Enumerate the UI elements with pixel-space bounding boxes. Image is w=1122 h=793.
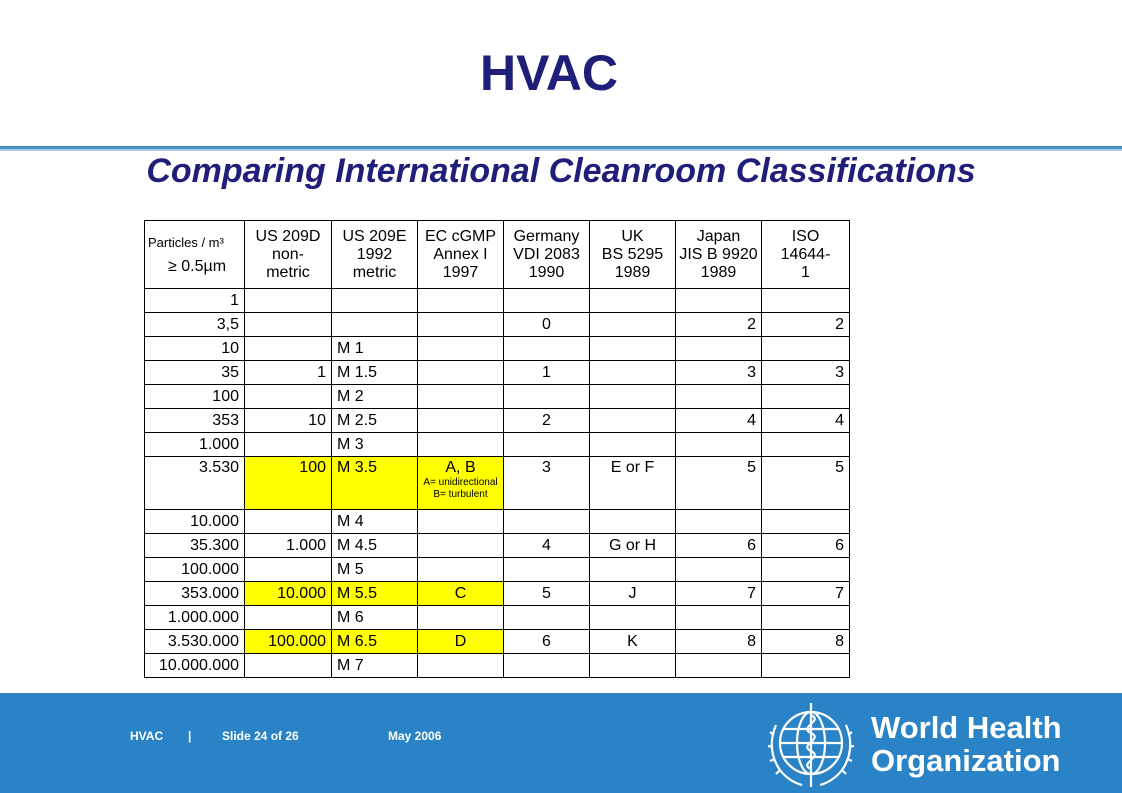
- table-cell: [332, 409, 418, 433]
- cell-value: 4: [747, 411, 756, 429]
- table-cell: [245, 606, 332, 630]
- table-cell: [590, 654, 676, 678]
- cell-value: M 2.5: [337, 411, 378, 429]
- table-cell: [590, 361, 676, 385]
- table-row: [145, 630, 850, 654]
- table-cell: [418, 654, 504, 678]
- table-cell: [504, 313, 590, 337]
- header-line: non-: [271, 245, 305, 263]
- table-row: [145, 606, 850, 630]
- table-cell: [504, 433, 590, 457]
- table-cell: [590, 630, 676, 654]
- table-cell: [145, 457, 245, 510]
- cell-value: 35: [221, 363, 239, 381]
- cell-value: 5: [542, 584, 551, 602]
- who-name-line2: Organization: [871, 743, 1061, 778]
- table-header-row: [145, 221, 850, 289]
- header-line: 1989: [700, 263, 737, 281]
- footer-slide-number: Slide 24 of 26: [222, 729, 299, 743]
- table-row: [145, 558, 850, 582]
- table-row: [145, 510, 850, 534]
- table-cell: [676, 457, 762, 510]
- table-cell: [245, 337, 332, 361]
- table-cell: [590, 457, 676, 510]
- table-cell: [676, 606, 762, 630]
- table-cell: [418, 582, 504, 606]
- table-cell: [676, 361, 762, 385]
- header-line: 1989: [614, 263, 651, 281]
- cell-value: G or H: [608, 536, 657, 554]
- cell-value: 1.000: [285, 536, 326, 554]
- header-line: VDI 2083: [513, 245, 580, 263]
- cell-value: 6: [747, 536, 756, 554]
- who-emblem-icon: [762, 695, 860, 791]
- table-cell: [504, 337, 590, 361]
- cell-value: 0: [542, 315, 551, 333]
- cell-value: 3: [542, 459, 551, 476]
- table-cell: [590, 606, 676, 630]
- table-cell: [676, 582, 762, 606]
- cell-value: J: [628, 584, 637, 602]
- cell-value: 5: [747, 459, 756, 476]
- table-cell: [245, 654, 332, 678]
- grade-note: B= turbulent: [433, 489, 488, 500]
- cell-value: 10: [221, 339, 239, 357]
- header-particles: [145, 221, 245, 289]
- table-cell: [332, 606, 418, 630]
- table-row: [145, 385, 850, 409]
- header-iso: [762, 221, 850, 289]
- table-cell: [332, 457, 418, 510]
- cell-value: 7: [835, 584, 844, 602]
- table-cell: [504, 654, 590, 678]
- cell-value: K: [627, 632, 638, 650]
- header-us209e: [332, 221, 418, 289]
- header-particles-size: ≥ 0.5µm: [168, 257, 227, 275]
- table-cell: [590, 558, 676, 582]
- table-cell: [145, 582, 245, 606]
- header-line: BS 5295: [601, 245, 664, 263]
- cell-value: 2: [747, 315, 756, 333]
- table-cell: [762, 289, 850, 313]
- cell-value: 7: [747, 584, 756, 602]
- table-cell: [762, 654, 850, 678]
- table-cell: [245, 313, 332, 337]
- table-cell: [676, 409, 762, 433]
- footer-label: HVAC: [130, 729, 164, 743]
- table-cell: [590, 313, 676, 337]
- header-line: EC cGMP: [424, 227, 497, 245]
- cell-value: 35.300: [190, 536, 239, 554]
- table-cell: [418, 337, 504, 361]
- cell-value: M 3.5: [337, 459, 378, 476]
- cell-value: 100: [212, 387, 239, 405]
- cell-value: 5: [835, 459, 844, 476]
- header-line: Japan: [696, 227, 741, 245]
- table-row: [145, 534, 850, 558]
- cell-value: 2: [835, 315, 844, 333]
- cell-value: E or F: [610, 459, 655, 476]
- table-cell: [332, 654, 418, 678]
- cell-value: 1.000: [198, 435, 239, 453]
- table-row: [145, 433, 850, 457]
- cell-value: A, B: [445, 459, 476, 476]
- title-divider-shadow: [0, 149, 1122, 151]
- table-cell: [145, 289, 245, 313]
- table-cell: [590, 385, 676, 409]
- table-cell: [145, 606, 245, 630]
- table-cell: [245, 630, 332, 654]
- table-cell: [332, 289, 418, 313]
- cell-value: M 1: [337, 339, 364, 357]
- cell-value: M 6: [337, 608, 364, 626]
- header-germany: [504, 221, 590, 289]
- table-cell: [762, 510, 850, 534]
- cell-value: M 7: [337, 656, 364, 674]
- table-cell: [676, 510, 762, 534]
- table-cell: [145, 337, 245, 361]
- header-uk: [590, 221, 676, 289]
- table-cell: [245, 558, 332, 582]
- table-cell: [590, 289, 676, 313]
- table-row: [145, 457, 850, 510]
- cell-value: 10.000: [277, 584, 326, 602]
- cell-value: C: [454, 584, 467, 602]
- table-cell: [762, 385, 850, 409]
- header-particles-unit: Particles / m³: [148, 234, 224, 250]
- table-cell: [590, 534, 676, 558]
- who-wordmark: [871, 711, 1062, 777]
- header-line: metric: [266, 263, 310, 281]
- cell-value: 4: [835, 411, 844, 429]
- table-cell: [245, 409, 332, 433]
- header-line: Germany: [513, 227, 580, 245]
- table-cell: [590, 409, 676, 433]
- table-cell: [145, 654, 245, 678]
- table-cell: [504, 510, 590, 534]
- table-cell: [676, 385, 762, 409]
- table-cell: [332, 313, 418, 337]
- cell-value: 3.530: [198, 459, 239, 476]
- header-line: metric: [352, 263, 397, 281]
- table-cell: [590, 433, 676, 457]
- header-line: 1992: [356, 245, 393, 263]
- table-cell: [332, 361, 418, 385]
- table-cell: [145, 385, 245, 409]
- cell-value: M 1.5: [337, 363, 378, 381]
- table-cell: [762, 534, 850, 558]
- table-cell: [332, 582, 418, 606]
- table-row: [145, 313, 850, 337]
- cell-value: 3.530.000: [167, 632, 239, 650]
- cell-value: M 3: [337, 435, 364, 453]
- table-cell: [504, 630, 590, 654]
- header-line: 1997: [442, 263, 479, 281]
- footer-date: May 2006: [388, 729, 442, 743]
- table-cell: [245, 534, 332, 558]
- table-cell: [418, 558, 504, 582]
- table-cell: [762, 558, 850, 582]
- table-cell: [418, 630, 504, 654]
- header-ec-cgmp: [418, 221, 504, 289]
- cell-value: 100.000: [268, 632, 326, 650]
- table-cell: [145, 433, 245, 457]
- table-cell: [590, 337, 676, 361]
- table-cell: [762, 582, 850, 606]
- table-cell: [145, 313, 245, 337]
- table-cell: [332, 433, 418, 457]
- cell-value: M 4: [337, 512, 364, 530]
- table-row: [145, 654, 850, 678]
- table-cell: [676, 337, 762, 361]
- table-cell: [332, 630, 418, 654]
- table-row: [145, 582, 850, 606]
- table-cell: [418, 313, 504, 337]
- cell-value: 353.000: [181, 584, 239, 602]
- table-cell: [418, 409, 504, 433]
- table-row: [145, 409, 850, 433]
- table-cell: [145, 361, 245, 385]
- cell-value: M 4.5: [337, 536, 378, 554]
- cell-value: 3: [747, 363, 756, 381]
- table-cell: [332, 558, 418, 582]
- table-cell: [332, 337, 418, 361]
- cell-value: 2: [542, 411, 551, 429]
- cell-value: 100: [299, 459, 326, 476]
- table-cell: [332, 510, 418, 534]
- table-cell: [145, 630, 245, 654]
- table-cell: [676, 313, 762, 337]
- page-subtitle: Comparing International Cleanroom Classifications: [146, 152, 976, 190]
- table-cell: [418, 534, 504, 558]
- table-cell: [418, 385, 504, 409]
- table-cell: [245, 433, 332, 457]
- header-line: ISO 14644-: [780, 227, 831, 263]
- table-cell: [332, 385, 418, 409]
- table-cell: [504, 558, 590, 582]
- table-cell: [145, 534, 245, 558]
- table-cell: [418, 289, 504, 313]
- table-cell: [504, 582, 590, 606]
- cell-value: 1: [230, 291, 239, 309]
- table-cell: [504, 385, 590, 409]
- footer-bar: [0, 693, 1122, 793]
- cell-value: 1: [542, 363, 551, 381]
- cleanroom-classification-table: [144, 220, 850, 678]
- table-cell: [504, 534, 590, 558]
- table-cell: [145, 409, 245, 433]
- cell-value: 100.000: [181, 560, 239, 578]
- table-cell: [762, 361, 850, 385]
- cell-value: M 2: [337, 387, 364, 405]
- table-row: [145, 361, 850, 385]
- table-cell: [332, 534, 418, 558]
- table-cell: [762, 457, 850, 510]
- table-cell: [762, 313, 850, 337]
- table-cell: [762, 606, 850, 630]
- cell-value: D: [454, 632, 467, 650]
- cell-value: 1: [317, 363, 326, 381]
- cell-value: 1.000.000: [167, 608, 239, 626]
- table-cell: [504, 606, 590, 630]
- table-cell: [676, 630, 762, 654]
- header-line: 1990: [528, 263, 565, 281]
- grade-note: A= unidirectional: [423, 477, 498, 488]
- cell-value: M 6.5: [337, 632, 378, 650]
- table-cell: [418, 457, 504, 510]
- table-cell: [504, 289, 590, 313]
- header-us209d: [245, 221, 332, 289]
- header-line: UK: [621, 227, 644, 245]
- cell-value: 3: [835, 363, 844, 381]
- page-title: HVAC: [480, 45, 618, 101]
- cell-value: 6: [835, 536, 844, 554]
- table-cell: [590, 582, 676, 606]
- table-cell: [504, 409, 590, 433]
- table-cell: [245, 582, 332, 606]
- cell-value: 353: [212, 411, 239, 429]
- table-row: [145, 337, 850, 361]
- table-cell: [145, 510, 245, 534]
- table-cell: [245, 289, 332, 313]
- header-line: JIS B 9920: [679, 245, 758, 263]
- cell-value: 3,5: [216, 315, 239, 333]
- header-line: US 209E: [342, 227, 407, 245]
- header-line: 1: [801, 263, 810, 281]
- header-line: US 209D: [255, 227, 321, 245]
- cell-value: 10: [308, 411, 326, 429]
- cell-value: 8: [747, 632, 756, 650]
- cell-value: 4: [542, 536, 551, 554]
- table-cell: [762, 630, 850, 654]
- table-cell: [418, 606, 504, 630]
- table-cell: [762, 409, 850, 433]
- table-cell: [245, 361, 332, 385]
- table-cell: [418, 510, 504, 534]
- cell-value: M 5.5: [337, 584, 378, 602]
- table-row: [145, 289, 850, 313]
- cell-value: M 5: [337, 560, 364, 578]
- table-cell: [676, 289, 762, 313]
- table-cell: [676, 534, 762, 558]
- header-japan: [676, 221, 762, 289]
- cell-value: 10.000.000: [158, 656, 239, 674]
- table-cell: [676, 654, 762, 678]
- header-line: Annex I: [433, 245, 488, 263]
- footer-separator: |: [188, 729, 192, 743]
- table-cell: [245, 457, 332, 510]
- cell-value: 6: [542, 632, 551, 650]
- table-cell: [676, 433, 762, 457]
- table-cell: [590, 510, 676, 534]
- cell-value: 10.000: [190, 512, 239, 530]
- table-cell: [504, 361, 590, 385]
- table-cell: [418, 433, 504, 457]
- table-cell: [762, 337, 850, 361]
- table-cell: [245, 510, 332, 534]
- table-cell: [245, 385, 332, 409]
- table-cell: [762, 433, 850, 457]
- table-cell: [676, 558, 762, 582]
- who-name-line1: World Health: [871, 710, 1062, 745]
- table-cell: [504, 457, 590, 510]
- cell-value: 8: [835, 632, 844, 650]
- table-cell: [418, 361, 504, 385]
- table-cell: [145, 558, 245, 582]
